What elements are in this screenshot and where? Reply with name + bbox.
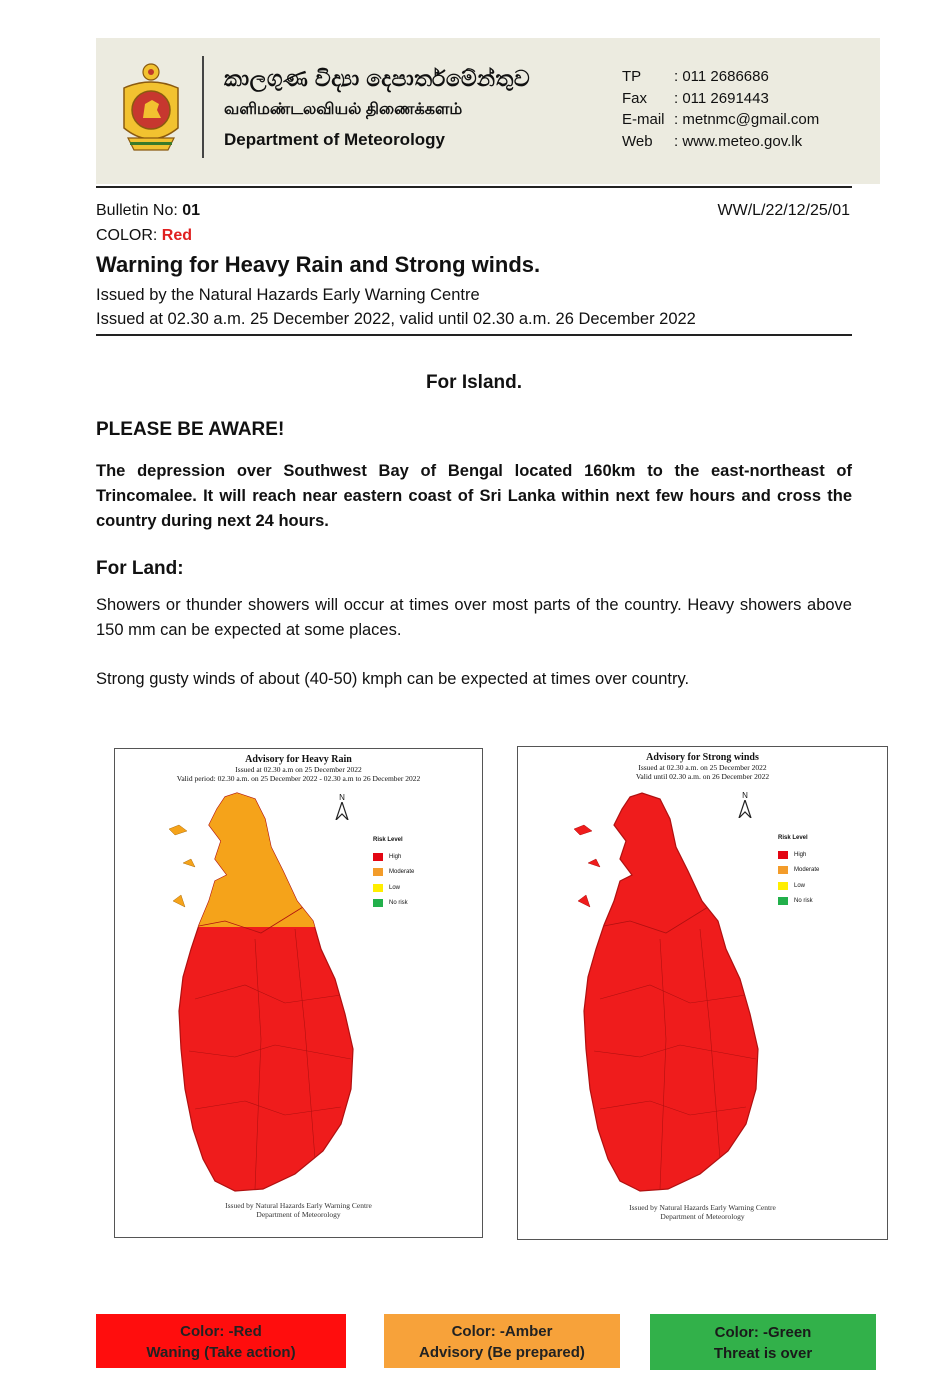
- legend-swatch: [373, 884, 383, 892]
- contact-label: Fax: [622, 89, 648, 107]
- contact-label: Web: [622, 132, 653, 150]
- legend-swatch: [778, 851, 788, 859]
- map-title: Advisory for Heavy Rain: [245, 754, 352, 765]
- contact-fax: [622, 88, 819, 110]
- contact-value: : 011 2686686: [674, 68, 769, 85]
- for-island-heading: For Island.: [425, 372, 523, 393]
- map-footer: [518, 1203, 887, 1221]
- bulletin-title: Warning for Heavy Rain and Strong winds.: [96, 252, 541, 277]
- bulletin-color: [96, 227, 192, 245]
- contact-label: TP: [622, 68, 642, 85]
- legend-label: Low: [794, 882, 806, 889]
- bulletin-number-label: Bulletin No:: [96, 202, 183, 219]
- red-warning-box: [96, 1314, 346, 1368]
- north-label: N: [339, 793, 345, 802]
- depression-paragraph: The depression over Southwest Bay of Bengal located 160km to the east-northeast of Trincomalee. It will reach near eastern coast of Sri Lanka within next few hours and cross the country during next 24 hours.: [96, 462, 852, 530]
- legend-label: No risk: [794, 898, 813, 905]
- legend-item: [778, 847, 819, 863]
- sri-lanka-emblem-icon: [116, 58, 186, 156]
- legend-title: Risk Level: [778, 835, 808, 841]
- header-rule: [96, 186, 852, 188]
- legend-title: Risk Level: [373, 837, 403, 843]
- aware-heading: PLEASE BE AWARE!: [96, 419, 285, 440]
- legend-label: Low: [389, 884, 401, 891]
- contact-label: E-mail: [622, 111, 665, 128]
- map-title-block: [518, 752, 887, 781]
- legend-label: High: [794, 851, 807, 858]
- map-valid: Valid period: 02.30 a.m. on 25 December 2022 - 02.30 a.m to 26 December 2022: [176, 774, 421, 783]
- north-label: N: [742, 791, 748, 800]
- contact-tp: [622, 66, 819, 88]
- map-issued: Issued at 02.30 a.m on 25 December 2022: [235, 765, 362, 774]
- legend-item: [778, 894, 819, 910]
- legend-item: [373, 849, 414, 865]
- northern-islets: [169, 825, 195, 907]
- bulletin-number-value: 01: [182, 202, 201, 219]
- heavy-rain-map-panel: [114, 748, 483, 1238]
- issued-by: Issued by the Natural Hazards Early Warning Centre: [96, 286, 480, 304]
- legend-item: [778, 863, 819, 879]
- dept-name-sinhala: කාලගුණ විද්‍යා දෙපාර්තමේන්තුව: [224, 66, 531, 91]
- bulletin-number: [96, 202, 200, 220]
- map-legend: [373, 837, 414, 911]
- legend-swatch: [778, 897, 788, 905]
- legend-swatch: [778, 866, 788, 874]
- box-meaning: Advisory (Be prepared): [419, 1344, 585, 1361]
- meta-rule: [96, 334, 852, 336]
- contact-email-link[interactable]: : metnmc@gmail.com: [674, 111, 820, 128]
- legend-swatch: [373, 899, 383, 907]
- legend-swatch: [778, 882, 788, 890]
- map-footer: [115, 1201, 482, 1219]
- amber-advisory-box: [384, 1314, 620, 1368]
- bulletin-code: WW/L/22/12/25/01: [717, 202, 850, 219]
- header-divider: [202, 56, 204, 158]
- map-footer-line: Department of Meteorology: [660, 1212, 745, 1221]
- contact-web-link[interactable]: : www.meteo.gov.lk: [674, 132, 803, 150]
- contact-value: : 011 2691443: [674, 89, 769, 107]
- legend-label: High: [389, 853, 402, 860]
- for-land-heading: For Land:: [96, 558, 184, 579]
- map-valid: Valid until 02.30 a.m. on 26 December 2022: [635, 772, 770, 781]
- box-meaning: Waning (Take action): [146, 1344, 296, 1361]
- legend-item: [373, 880, 414, 896]
- contact-block: [622, 66, 819, 152]
- northern-islets: [574, 825, 600, 907]
- dept-name-english: Department of Meteorology: [224, 130, 446, 149]
- map-footer-line: Issued by Natural Hazards Early Warning Centre: [629, 1203, 776, 1212]
- strong-winds-island-map: [570, 789, 770, 1199]
- legend-item: [373, 896, 414, 912]
- legend-label: Moderate: [389, 869, 415, 876]
- box-meaning: Threat is over: [713, 1345, 813, 1362]
- winds-paragraph: Strong gusty winds of about (40-50) kmph can be expected at times over country.: [96, 670, 690, 688]
- issued-at: Issued at 02.30 a.m. 25 December 2022, valid until 02.30 a.m. 26 December 2022: [96, 310, 696, 328]
- legend-label: Moderate: [794, 867, 820, 874]
- contact-email: [622, 109, 819, 131]
- legend-swatch: [373, 868, 383, 876]
- northern-amber-zone: [165, 789, 365, 927]
- box-color-label: Color: -Green: [714, 1324, 812, 1341]
- strong-winds-map-panel: [517, 746, 888, 1240]
- island-red: [584, 793, 758, 1191]
- map-title: Advisory for Strong winds: [646, 752, 759, 763]
- map-title-block: [115, 754, 482, 783]
- legend-item: [373, 865, 414, 881]
- showers-paragraph: Showers or thunder showers will occur at times over most parts of the country. Heavy showers above 150 mm can be expected at some places.: [96, 596, 852, 639]
- heavy-rain-island-map: [165, 789, 365, 1199]
- color-label: COLOR:: [96, 227, 162, 244]
- legend-label: No risk: [389, 900, 408, 907]
- legend-item: [778, 878, 819, 894]
- map-issued: Issued at 02.30 a.m. on 25 December 2022: [638, 763, 767, 772]
- legend-swatch: [373, 853, 383, 861]
- color-value: Red: [161, 227, 193, 244]
- box-color-label: Color: -Amber: [451, 1323, 553, 1340]
- box-color-label: Color: -Red: [180, 1323, 262, 1340]
- map-legend: [778, 835, 819, 909]
- map-footer-line: Department of Meteorology: [256, 1210, 341, 1219]
- dept-name-tamil: வளிமண்டலவியல் திணைக்களம்: [224, 101, 463, 118]
- map-footer-line: Issued by Natural Hazards Early Warning Centre: [225, 1201, 372, 1210]
- green-threat-over-box: [650, 1314, 876, 1370]
- contact-web: [622, 131, 819, 153]
